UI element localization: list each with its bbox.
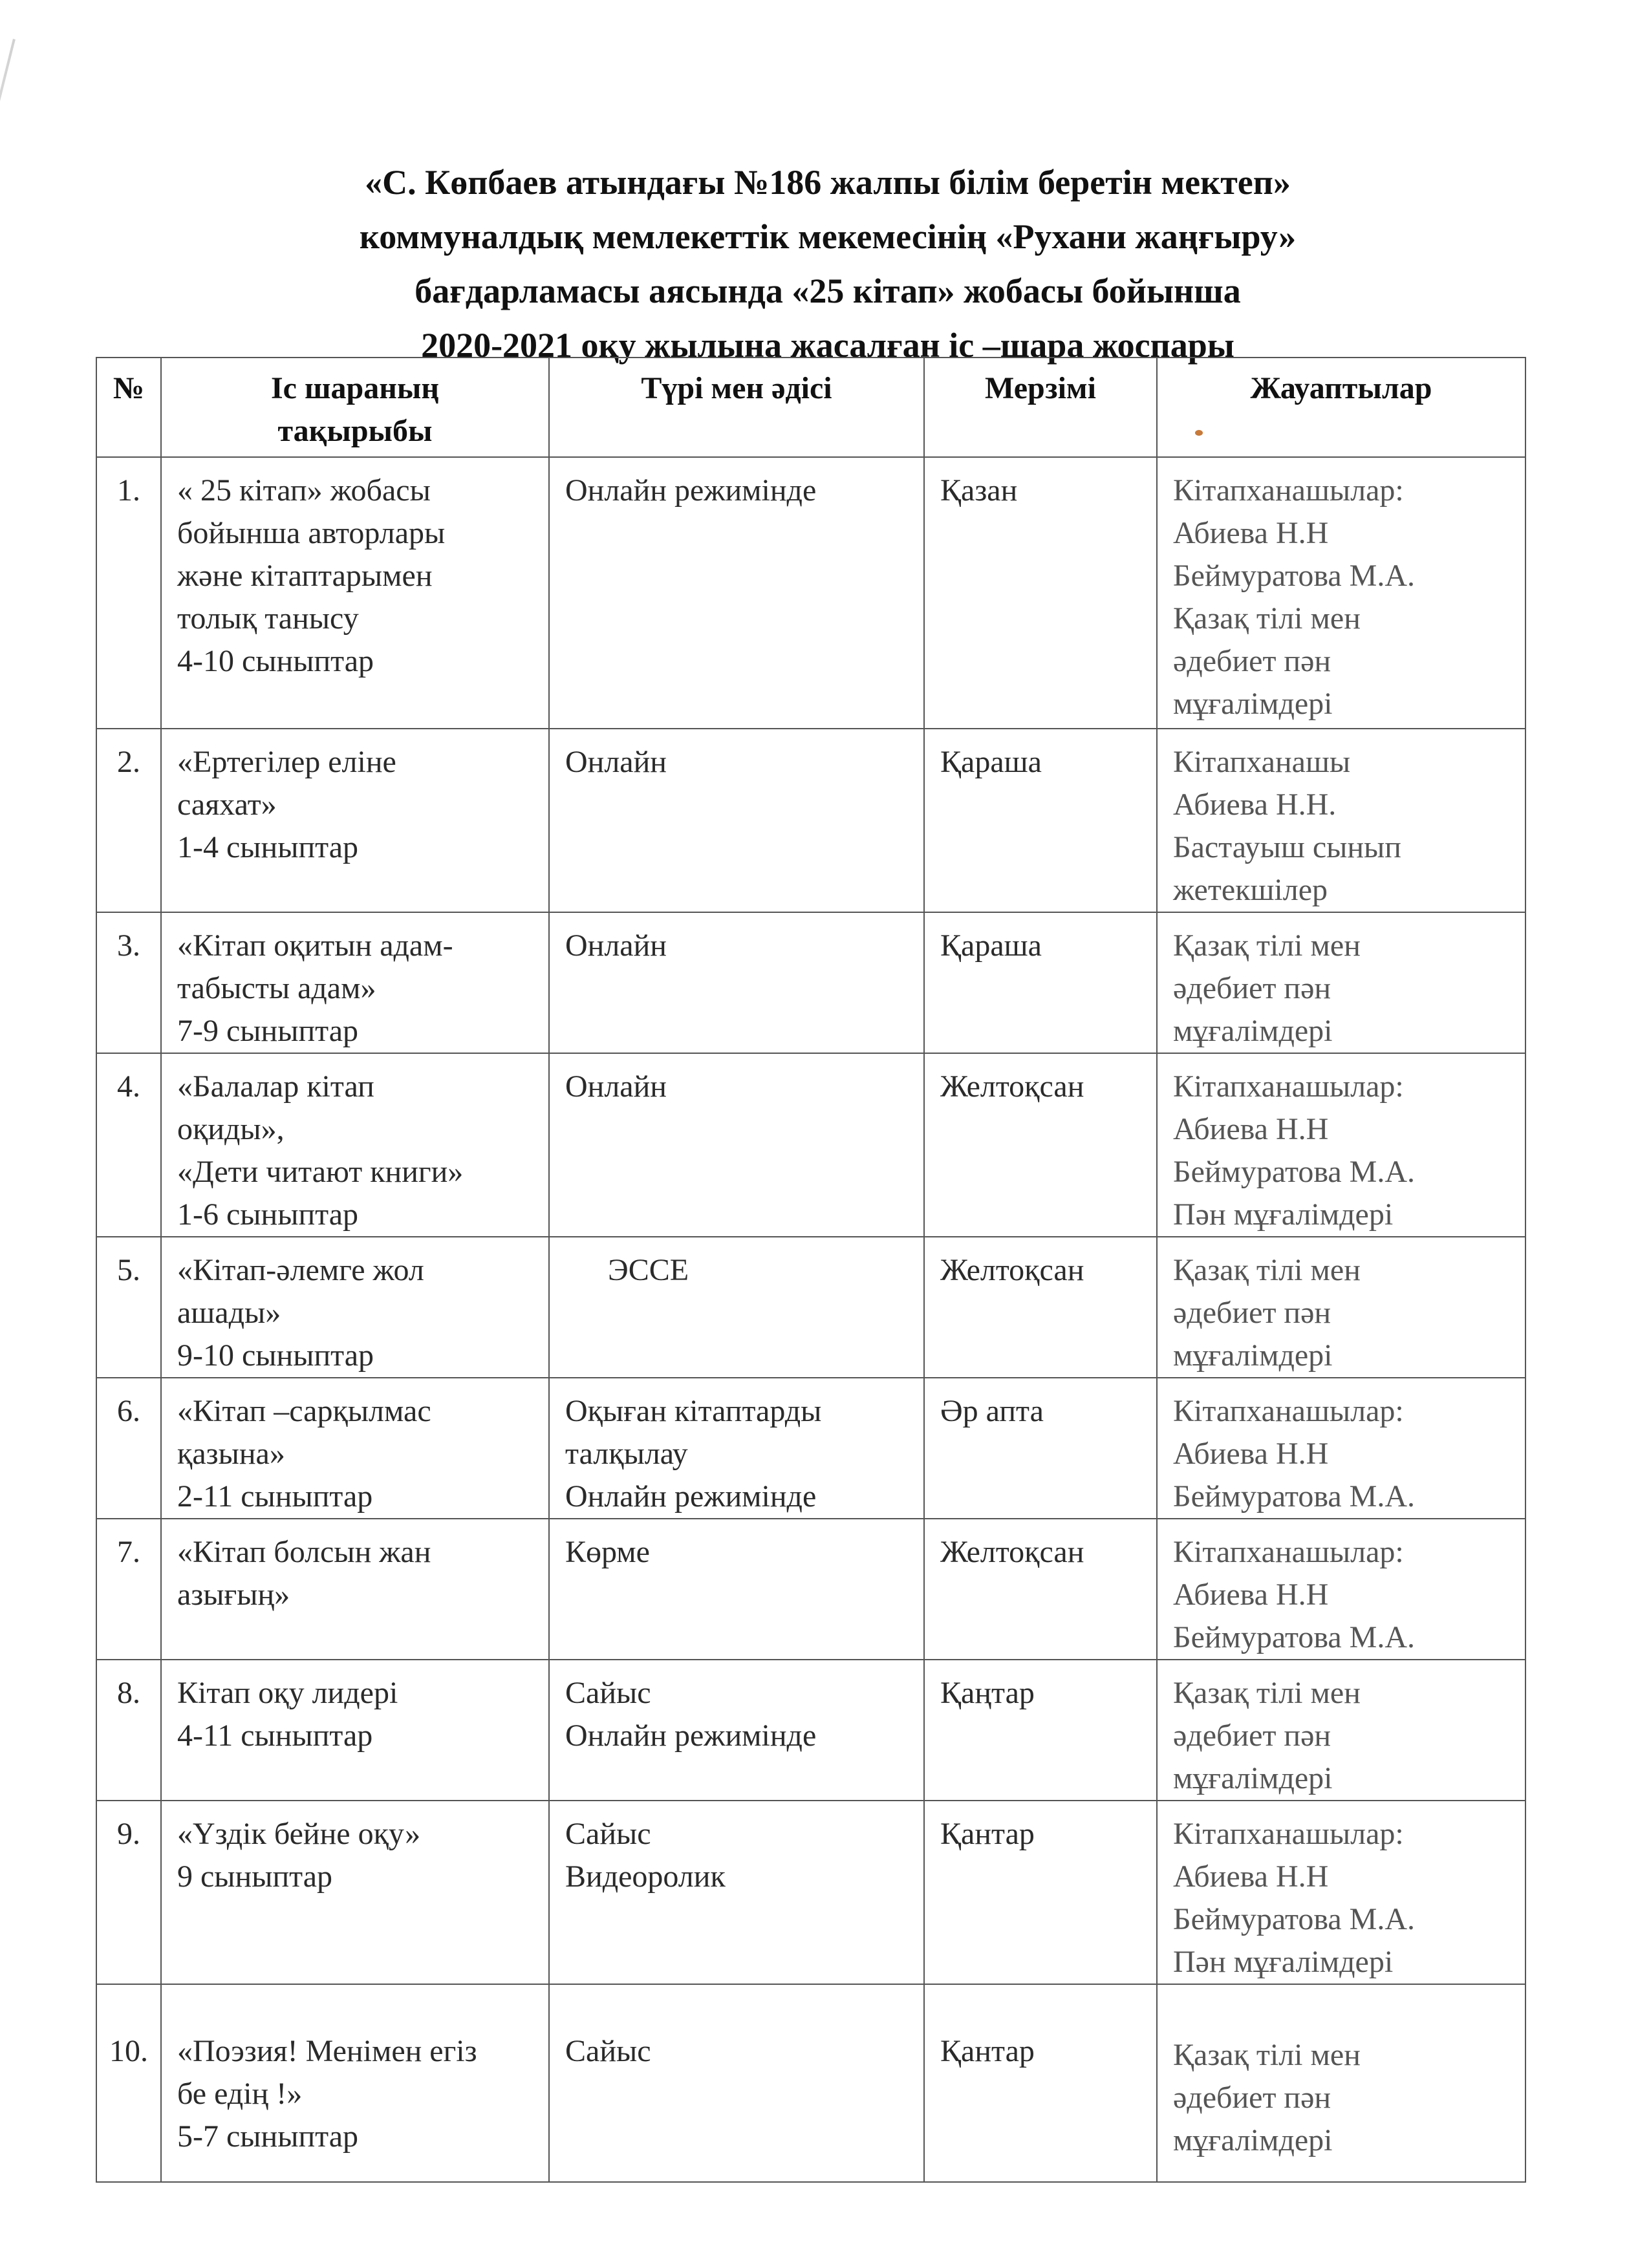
event-form-line: Онлайн — [565, 928, 667, 963]
table-row — [96, 729, 1525, 912]
event-responsible-line: Беймуратова М.А. — [1173, 1155, 1416, 1189]
event-date: Қараша — [924, 912, 1157, 1053]
event-form — [549, 1053, 924, 1237]
row-number: 2. — [96, 729, 161, 912]
event-form-line: Сайыс — [565, 1676, 651, 1710]
event-date: Қантар — [924, 1984, 1157, 2182]
event-form — [549, 1378, 924, 1519]
event-topic — [161, 1660, 549, 1801]
event-topic-line: 1-6 сыныптар — [177, 1197, 359, 1232]
event-form — [549, 1519, 924, 1660]
header-responsible: Жауаптылар — [1157, 358, 1525, 457]
event-form-line: Онлайн — [565, 745, 667, 779]
title-line-1: «С. Көпбаев атындағы №186 жалпы білім беретін мектеп» — [365, 163, 1291, 202]
event-topic — [161, 1053, 549, 1237]
row-number: 10. — [96, 1984, 161, 2182]
event-topic-line: табысты адам» — [177, 971, 376, 1005]
event-responsible — [1157, 912, 1525, 1053]
event-topic — [161, 1519, 549, 1660]
event-responsible — [1157, 1984, 1525, 2182]
table-row — [96, 1519, 1525, 1660]
event-date: Қантар — [924, 1801, 1157, 1984]
event-responsible-line: Абиева Н.Н — [1173, 1437, 1329, 1471]
event-date: Желтоқсан — [924, 1237, 1157, 1378]
event-responsible — [1157, 1053, 1525, 1237]
event-topic-line: «Кітап оқитын адам- — [177, 928, 453, 963]
event-topic-line: «Ертегілер еліне — [177, 745, 396, 779]
title-line-2: коммуналдық мемлекеттік мекемесінің «Рухани жаңғыру» — [359, 217, 1297, 256]
event-responsible-line: Кітапханашылар: — [1173, 1394, 1404, 1428]
header-form: Түрі мен әдісі — [549, 358, 924, 457]
event-date: Желтоқсан — [924, 1053, 1157, 1237]
event-date: Қараша — [924, 729, 1157, 912]
event-topic-line: саяхат» — [177, 787, 277, 822]
event-responsible — [1157, 1237, 1525, 1378]
event-topic-line: Кітап оқу лидері — [177, 1676, 398, 1710]
event-form-line: Сайыс — [565, 1817, 651, 1851]
event-topic-line: «Кітап болсын жан — [177, 1535, 431, 1569]
event-form — [549, 912, 924, 1053]
table-row — [96, 1984, 1525, 2182]
event-responsible-line: әдебиет пән — [1173, 971, 1331, 1005]
event-responsible — [1157, 729, 1525, 912]
row-number: 6. — [96, 1378, 161, 1519]
event-form — [549, 1984, 924, 2182]
event-topic-line: «Үздік бейне оқу» — [177, 1817, 421, 1851]
event-topic — [161, 457, 549, 729]
event-plan-table — [96, 357, 1526, 2183]
event-topic-line: 5-7 сыныптар — [177, 2119, 359, 2154]
event-topic — [161, 1984, 549, 2182]
event-topic-line: оқиды», — [177, 1112, 285, 1146]
event-form — [549, 729, 924, 912]
event-responsible-line: әдебиет пән — [1173, 1718, 1331, 1753]
event-responsible-line: мұғалімдері — [1173, 687, 1333, 721]
event-responsible-line: Қазақ тілі мен — [1173, 2038, 1361, 2072]
event-date: Желтоқсан — [924, 1519, 1157, 1660]
event-form-line: Оқыған кітаптарды — [565, 1394, 822, 1428]
table-row — [96, 1053, 1525, 1237]
event-responsible-line: әдебиет пән — [1173, 1296, 1331, 1330]
event-topic-line: 1-4 сыныптар — [177, 830, 359, 864]
event-responsible-line: Абиева Н.Н. — [1173, 787, 1337, 822]
event-responsible-line: жетекшілер — [1173, 873, 1328, 907]
event-responsible-line: Пән мұғалімдері — [1173, 1945, 1394, 1979]
event-topic-line: 9 сыныптар — [177, 1859, 333, 1894]
event-responsible-line: Қазақ тілі мен — [1173, 601, 1361, 636]
event-topic-line: «Балалар кітап — [177, 1069, 374, 1104]
event-topic — [161, 1378, 549, 1519]
event-form-line: Онлайн режимінде — [565, 1718, 817, 1753]
event-responsible — [1157, 1660, 1525, 1801]
table-row — [96, 1237, 1525, 1378]
title-line-3: бағдарламасы аясында «25 кітап» жобасы бойынша — [415, 272, 1241, 310]
header-number: № — [96, 358, 161, 457]
event-topic — [161, 1801, 549, 1984]
event-responsible-line: Бастауыш сынып — [1173, 830, 1401, 864]
event-responsible-line: Беймуратова М.А. — [1173, 1620, 1416, 1654]
row-number: 5. — [96, 1237, 161, 1378]
event-form-line: Онлайн режимінде — [565, 1479, 817, 1514]
event-form-line: Онлайн — [565, 1069, 667, 1104]
event-form-line: Көрме — [565, 1535, 650, 1569]
event-topic-line: бойынша авторлары — [177, 516, 446, 550]
event-topic — [161, 1237, 549, 1378]
header-topic — [161, 358, 549, 457]
event-topic-line: «Дети читают книги» — [177, 1155, 464, 1189]
event-responsible-line: Абиева Н.Н — [1173, 1578, 1329, 1612]
event-responsible-line: Абиева Н.Н — [1173, 1859, 1329, 1894]
event-responsible-line: мұғалімдері — [1173, 1338, 1333, 1373]
event-topic-line: қазына» — [177, 1437, 285, 1471]
row-number: 4. — [96, 1053, 161, 1237]
table-row — [96, 1378, 1525, 1519]
event-responsible-line: әдебиет пән — [1173, 644, 1331, 678]
event-responsible-line: мұғалімдері — [1173, 2123, 1333, 2157]
table-row — [96, 1801, 1525, 1984]
event-form — [549, 1237, 924, 1378]
event-topic-line: бе едің !» — [177, 2077, 303, 2111]
table-body — [96, 457, 1525, 2182]
row-number: 1. — [96, 457, 161, 729]
event-topic-line: «Кітап-әлемге жол — [177, 1253, 424, 1287]
event-topic — [161, 912, 549, 1053]
event-topic-line: 2-11 сыныптар — [177, 1479, 373, 1514]
event-topic-line: толық танысу — [177, 601, 359, 636]
event-topic-line: 9-10 сыныптар — [177, 1338, 374, 1373]
event-date: Әр апта — [924, 1378, 1157, 1519]
event-responsible-line: Кітапханашылар: — [1173, 1069, 1404, 1104]
event-topic-line: және кітаптарымен — [177, 559, 433, 593]
row-number: 8. — [96, 1660, 161, 1801]
event-form — [549, 1660, 924, 1801]
event-topic-line: «Кітап –сарқылмас — [177, 1394, 431, 1428]
event-responsible — [1157, 1801, 1525, 1984]
event-form-line: Сайыс — [565, 2034, 651, 2068]
event-form — [549, 1801, 924, 1984]
event-topic-line: азығың» — [177, 1578, 290, 1612]
event-responsible — [1157, 457, 1525, 729]
row-number: 7. — [96, 1519, 161, 1660]
event-topic-line: 4-10 сыныптар — [177, 644, 374, 678]
event-topic-line: ашады» — [177, 1296, 281, 1330]
table-row — [96, 457, 1525, 729]
header-topic-line: тақырыбы — [277, 414, 433, 448]
event-responsible-line: Қазақ тілі мен — [1173, 1253, 1361, 1287]
event-responsible-line: Беймуратова М.А. — [1173, 1902, 1416, 1936]
row-number: 9. — [96, 1801, 161, 1984]
event-form — [549, 457, 924, 729]
scan-artifact-line — [0, 39, 16, 316]
event-date: Қазан — [924, 457, 1157, 729]
event-topic-line: « 25 кітап» жобасы — [177, 473, 431, 508]
table-row — [96, 912, 1525, 1053]
row-number: 3. — [96, 912, 161, 1053]
event-responsible-line: Кітапханашылар: — [1173, 1817, 1404, 1851]
event-responsible — [1157, 1378, 1525, 1519]
header-topic-line: Іс шараның — [271, 371, 439, 405]
event-topic-line: «Поэзия! Менімен егіз — [177, 2034, 477, 2068]
event-topic-line: 4-11 сыныптар — [177, 1718, 373, 1753]
event-responsible-line: Қазақ тілі мен — [1173, 1676, 1361, 1710]
event-responsible-line: мұғалімдері — [1173, 1014, 1333, 1048]
event-responsible-line: әдебиет пән — [1173, 2081, 1331, 2115]
event-responsible-line: Абиева Н.Н — [1173, 516, 1329, 550]
event-form-line: Видеоролик — [565, 1859, 726, 1894]
event-topic — [161, 729, 549, 912]
event-form-line: талқылау — [565, 1437, 688, 1471]
event-responsible-line: Абиева Н.Н — [1173, 1112, 1329, 1146]
event-responsible-line: Беймуратова М.А. — [1173, 1479, 1416, 1514]
event-responsible-line: Қазақ тілі мен — [1173, 928, 1361, 963]
event-responsible-line: Кітапханашылар: — [1173, 473, 1404, 508]
event-date: Қаңтар — [924, 1660, 1157, 1801]
event-form-line: ЭССЕ — [608, 1253, 689, 1287]
event-form-line: Онлайн режимінде — [565, 473, 817, 508]
header-date: Мерзімі — [924, 358, 1157, 457]
event-topic-line: 7-9 сыныптар — [177, 1014, 359, 1048]
event-responsible-line: мұғалімдері — [1173, 1761, 1333, 1795]
event-responsible-line: Кітапханашылар: — [1173, 1535, 1404, 1569]
table-header-row — [96, 358, 1525, 457]
event-responsible — [1157, 1519, 1525, 1660]
event-responsible-line: Беймуратова М.А. — [1173, 559, 1416, 593]
table-row — [96, 1660, 1525, 1801]
event-responsible-line: Кітапханашы — [1173, 745, 1351, 779]
event-responsible-line: Пән мұғалімдері — [1173, 1197, 1394, 1232]
document-title — [155, 155, 1500, 372]
title-line-4: 2020-2021 оқу жылына жасалған іс –шара жоспары — [421, 326, 1234, 365]
